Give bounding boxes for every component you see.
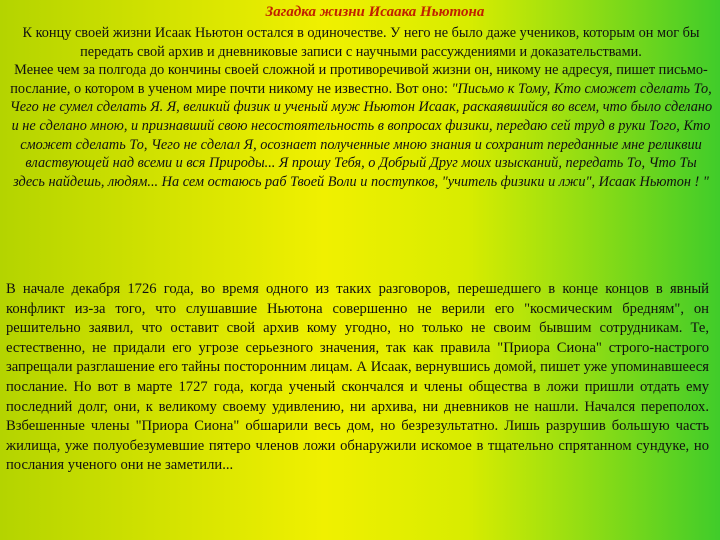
main-paragraph: В начале декабря 1726 года, во время одного из таких разговоров, перешедшего в конце концов в явный конфликт из-за того, что слушавшие Ньютона совершенно не верили его "космическим бредням", он решительно заявил, что оставит свой архив кому угодно, но только не своим бывшим сотрудникам. Те, естественно, не придали его угрозе серьезного значения, так как правила "Приора Сиона" строго-настрого запрещали разглашение его тайны посторонним лицам. А Исаак, вернувшись домой, пишет уже упоминавшееся послание. Но вот в марте 1727 года, когда ученый скончался и члены общества в ложи пришли отдать ему последний долг, они, к великому своему удивлению, ни архива, ни дневников не нашли. Начался переполох. Взбешенные члены "Приора Сиона" обшарили весь дом, но безрезультатно. Лишь разрушив большую часть жилища, уже полуобезумевшие пятеро членов ложи обнаружили искомое в тщательно спрятанном сундуке, но послания ученого они не заметили... (6, 281, 709, 474)
newton-letter-quote: "Письмо к Тому, Кто сможет сделать То, Чего не сумел сделать Я. Я, великий физик и ученый муж Ньютон Исаак, раскаявшийся во всем, что было сделано и не сделано мною, и признавший свою несостоятельность в вопросах физики, передаю сей труд в руки Того, Кто сможет сделать То, Чего не сделал Я, осознает полученные мною знания и сохранит переданные мне реликвии властвующей над всеми и вся Природы... Я прошу Тебя, о Добрый Друг моих изысканий, передать То, Что Ты здесь найдешь, людям... На сем остаюсь раб Твоей Воли и поступков, "учитель физики и лжи", Исаак Ньютон ! " (9, 80, 713, 190)
slide-title: Загадка жизни Исаака Ньютона (265, 4, 485, 20)
intro-paragraph-2 (8, 61, 714, 191)
intro-paragraph-2-lead: Менее чем за полгода до кончины своей сложной и противоречивой жизни он, никому не адресуя, пишет письмо-послание, о котором в ученом мире почти никому не известно. Вот оно: (10, 62, 708, 97)
intro-block (8, 24, 714, 191)
intro-paragraph-1: К концу своей жизни Исаак Ньютон остался в одиночестве. У него не было даже учеников, которым он мог бы передать свой архив и дневниковые записи с научными рассуждениями и доказательствами. (22, 25, 700, 60)
